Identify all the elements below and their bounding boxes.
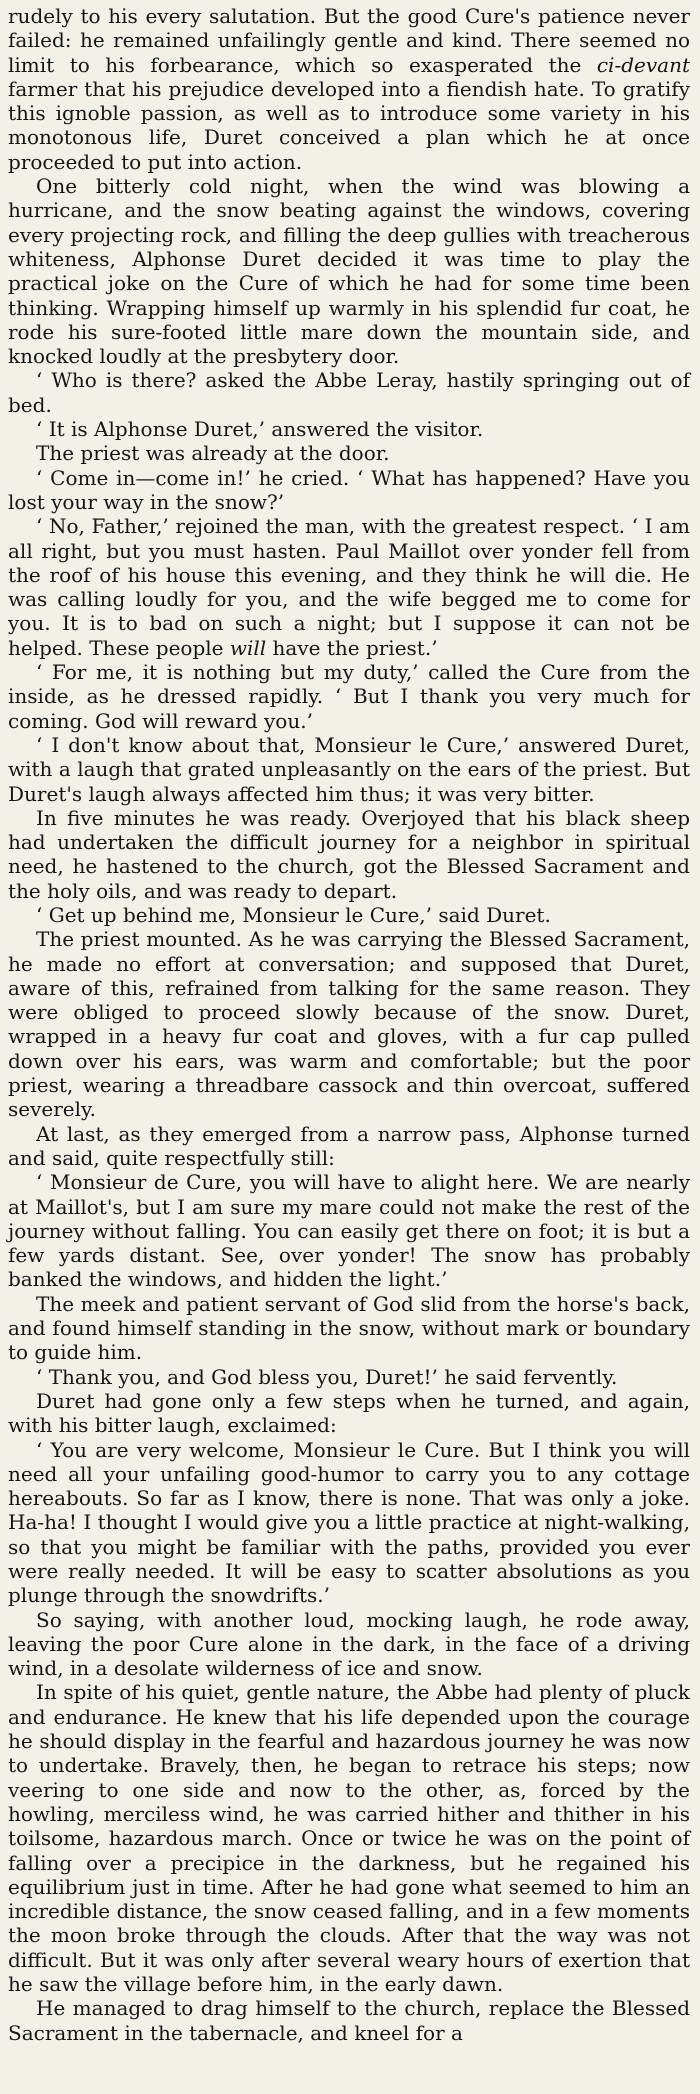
- paragraph-text: ‘ Monsieur de Cure, you will have to alight here. We are nearly at Maillot's, but I am sure my mare could not make the rest of the journey without falling. You can easily get there on foot; it is but a few yards distant. See, over yonder! The snow has probably banked the windows, and hidden the light.’: [8, 1170, 690, 1292]
- paragraph-text: At last, as they emerged from a narrow pass, Alphonse turned and said, quite respectfully still:: [8, 1121, 690, 1170]
- paragraph-text: farmer that his prejudice developed into a fiendish hate. To gratify this ignoble passion, as well as to introduce some variety in his monotonous life, Duret conceived a plan which he at once proceeded to put into action.: [8, 76, 690, 174]
- article-paragraph: [8, 927, 690, 1121]
- article-paragraph: [8, 806, 690, 903]
- article-paragraph: [8, 733, 690, 806]
- article-paragraph: [8, 417, 690, 441]
- paragraph-text: The meek and patient servant of God slid from the horse's back, and found himself standing in the snow, without mark or boundary to guide him.: [8, 1291, 690, 1365]
- article-paragraph: [8, 1438, 690, 1608]
- paragraph-text: One bitterly cold night, when the wind was blowing a hurricane, and the snow beating against the windows, covering every projecting rock, and filling the deep gullies with treacherous whiteness, Alphonse Duret decided it was time to play the practical joke on the Cure of which he had for some time been thinking. Wrapping himself up warmly in his splendid fur coat, he rode his sure-footed little mare down the mountain side, and knocked loudly at the presbytery door.: [8, 174, 690, 369]
- article-paragraph: [8, 466, 690, 515]
- paragraph-text: ‘ Who is there? asked the Abbe Leray, hastily springing out of bed.: [8, 368, 690, 417]
- paragraph-text: In five minutes he was ready. Overjoyed that his black sheep had undertaken the difficult journey for a neighbor in spiritual need, he hastened to the church, got the Blessed Sacrament and the holy oils, and was ready to depart.: [8, 805, 690, 903]
- italic-text: ci-devant: [596, 52, 690, 77]
- paragraph-text: ‘ It is Alphonse Duret,’ answered the visitor.: [36, 417, 484, 442]
- paragraph-text: So saying, with another loud, mocking laugh, he rode away, leaving the poor Cure alone in the dark, in the face of a driving wind, in a desolate wilderness of ice and snow.: [8, 1607, 690, 1681]
- article-paragraph: [8, 1170, 690, 1291]
- paragraph-text: ‘ Thank you, and God bless you, Duret!’ he said fervently.: [36, 1364, 618, 1389]
- paragraph-text: ‘ For me, it is nothing but my duty,’ called the Cure from the inside, as he dressed rapidly. ‘ But I thank you very much for coming. God will reward you.’: [8, 660, 690, 733]
- italic-text: will: [229, 635, 267, 660]
- paragraph-text: The priest was already at the door.: [36, 441, 390, 466]
- article-paragraph: [8, 1292, 690, 1365]
- paragraph-text: rudely to his every salutation. But the good Cure's patience never failed: he remained unfailingly gentle and kind. There seemed no limit to his forbearance, which so exasperated the: [8, 4, 690, 77]
- paragraph-text: ‘ I don't know about that, Monsieur le Cure,’ answered Duret, with a laugh that grated unpleasantly on the ears of the priest. But Duret's laugh always affected him thus; it was very bitter.: [8, 732, 690, 806]
- paragraph-text: ‘ Come in—come in!’ he cried. ‘ What has happened? Have you lost your way in the snow?’: [8, 465, 690, 514]
- article-paragraph: [8, 1996, 690, 2045]
- paragraph-text: He managed to drag himself to the church, replace the Blessed Sacrament in the tabernacle, and kneel for a: [8, 1996, 690, 2045]
- article-paragraph: [8, 174, 690, 368]
- paragraph-text: Duret had gone only a few steps when he turned, and again, with his bitter laugh, exclaimed:: [8, 1388, 690, 1438]
- article-paragraph: [8, 1122, 690, 1171]
- paragraph-text: ‘ No, Father,’ rejoined the man, with the greatest respect. ‘ I am all right, but you must hasten. Paul Maillot over yonder fell from the roof of his house this evening, and they think he will die. He was calling loudly for you, and the wife begged me to come for you. It is to bad on such a night; but I suppose it can not be helped. These people: [8, 514, 690, 660]
- article-paragraph: [8, 1608, 690, 1681]
- article-body: [8, 4, 690, 2045]
- paragraph-text: ‘ You are very welcome, Monsieur le Cure. But I think you will need all your unfailing good-humor to carry you to any cottage hereabouts. So far as I know, there is none. That was only a joke. Ha-ha! I thought I would give you a little practice at night-walking, so that you might be familiar with the paths, provided you ever were really needed. It will be easy to scatter absolutions as you plunge through the snowdrifts.’: [8, 1437, 690, 1608]
- paragraph-text: have the priest.’: [266, 635, 438, 660]
- article-paragraph: [8, 660, 690, 733]
- article-paragraph: [8, 903, 690, 927]
- paragraph-text: In spite of his quiet, gentle nature, the Abbe had plenty of pluck and endurance. He knew that his life depended upon the courage he should display in the fearful and hazardous journey he was now to undertake. Bravely, then, he began to retrace his steps; now veering to one side and now to the other, as, forced by the howling, merciless wind, he was carried hither and thither in his toilsome, hazardous march. Once or twice he was on the point of falling over a precipice in the darkness, but he regained his equilibrium just in time. After he had gone what seemed to him an incredible distance, the snow ceased falling, and in a few moments the moon broke through the clouds. After that the way was not difficult. But it was only after several weary hours of exertion that he saw the village before him, in the early dawn.: [8, 1680, 690, 1997]
- article-paragraph: [8, 4, 690, 174]
- article-paragraph: [8, 1680, 690, 1996]
- article-paragraph: [8, 368, 690, 417]
- article-paragraph: [8, 441, 690, 465]
- article-paragraph: [8, 1389, 690, 1438]
- paragraph-text: ‘ Get up behind me, Monsieur le Cure,’ said Duret.: [36, 902, 551, 927]
- article-paragraph: [8, 514, 690, 660]
- paragraph-text: The priest mounted. As he was carrying the Blessed Sacrament, he made no effort at conversation; and supposed that Duret, aware of this, refrained from talking for the same reason. They were obliged to proceed slowly because of the snow. Duret, wrapped in a heavy fur coat and gloves, with a fur cap pulled down over his ears, was warm and comfortable; but the poor priest, wearing a threadbare cassock and thin overcoat, suffered severely.: [8, 927, 690, 1122]
- article-paragraph: [8, 1365, 690, 1389]
